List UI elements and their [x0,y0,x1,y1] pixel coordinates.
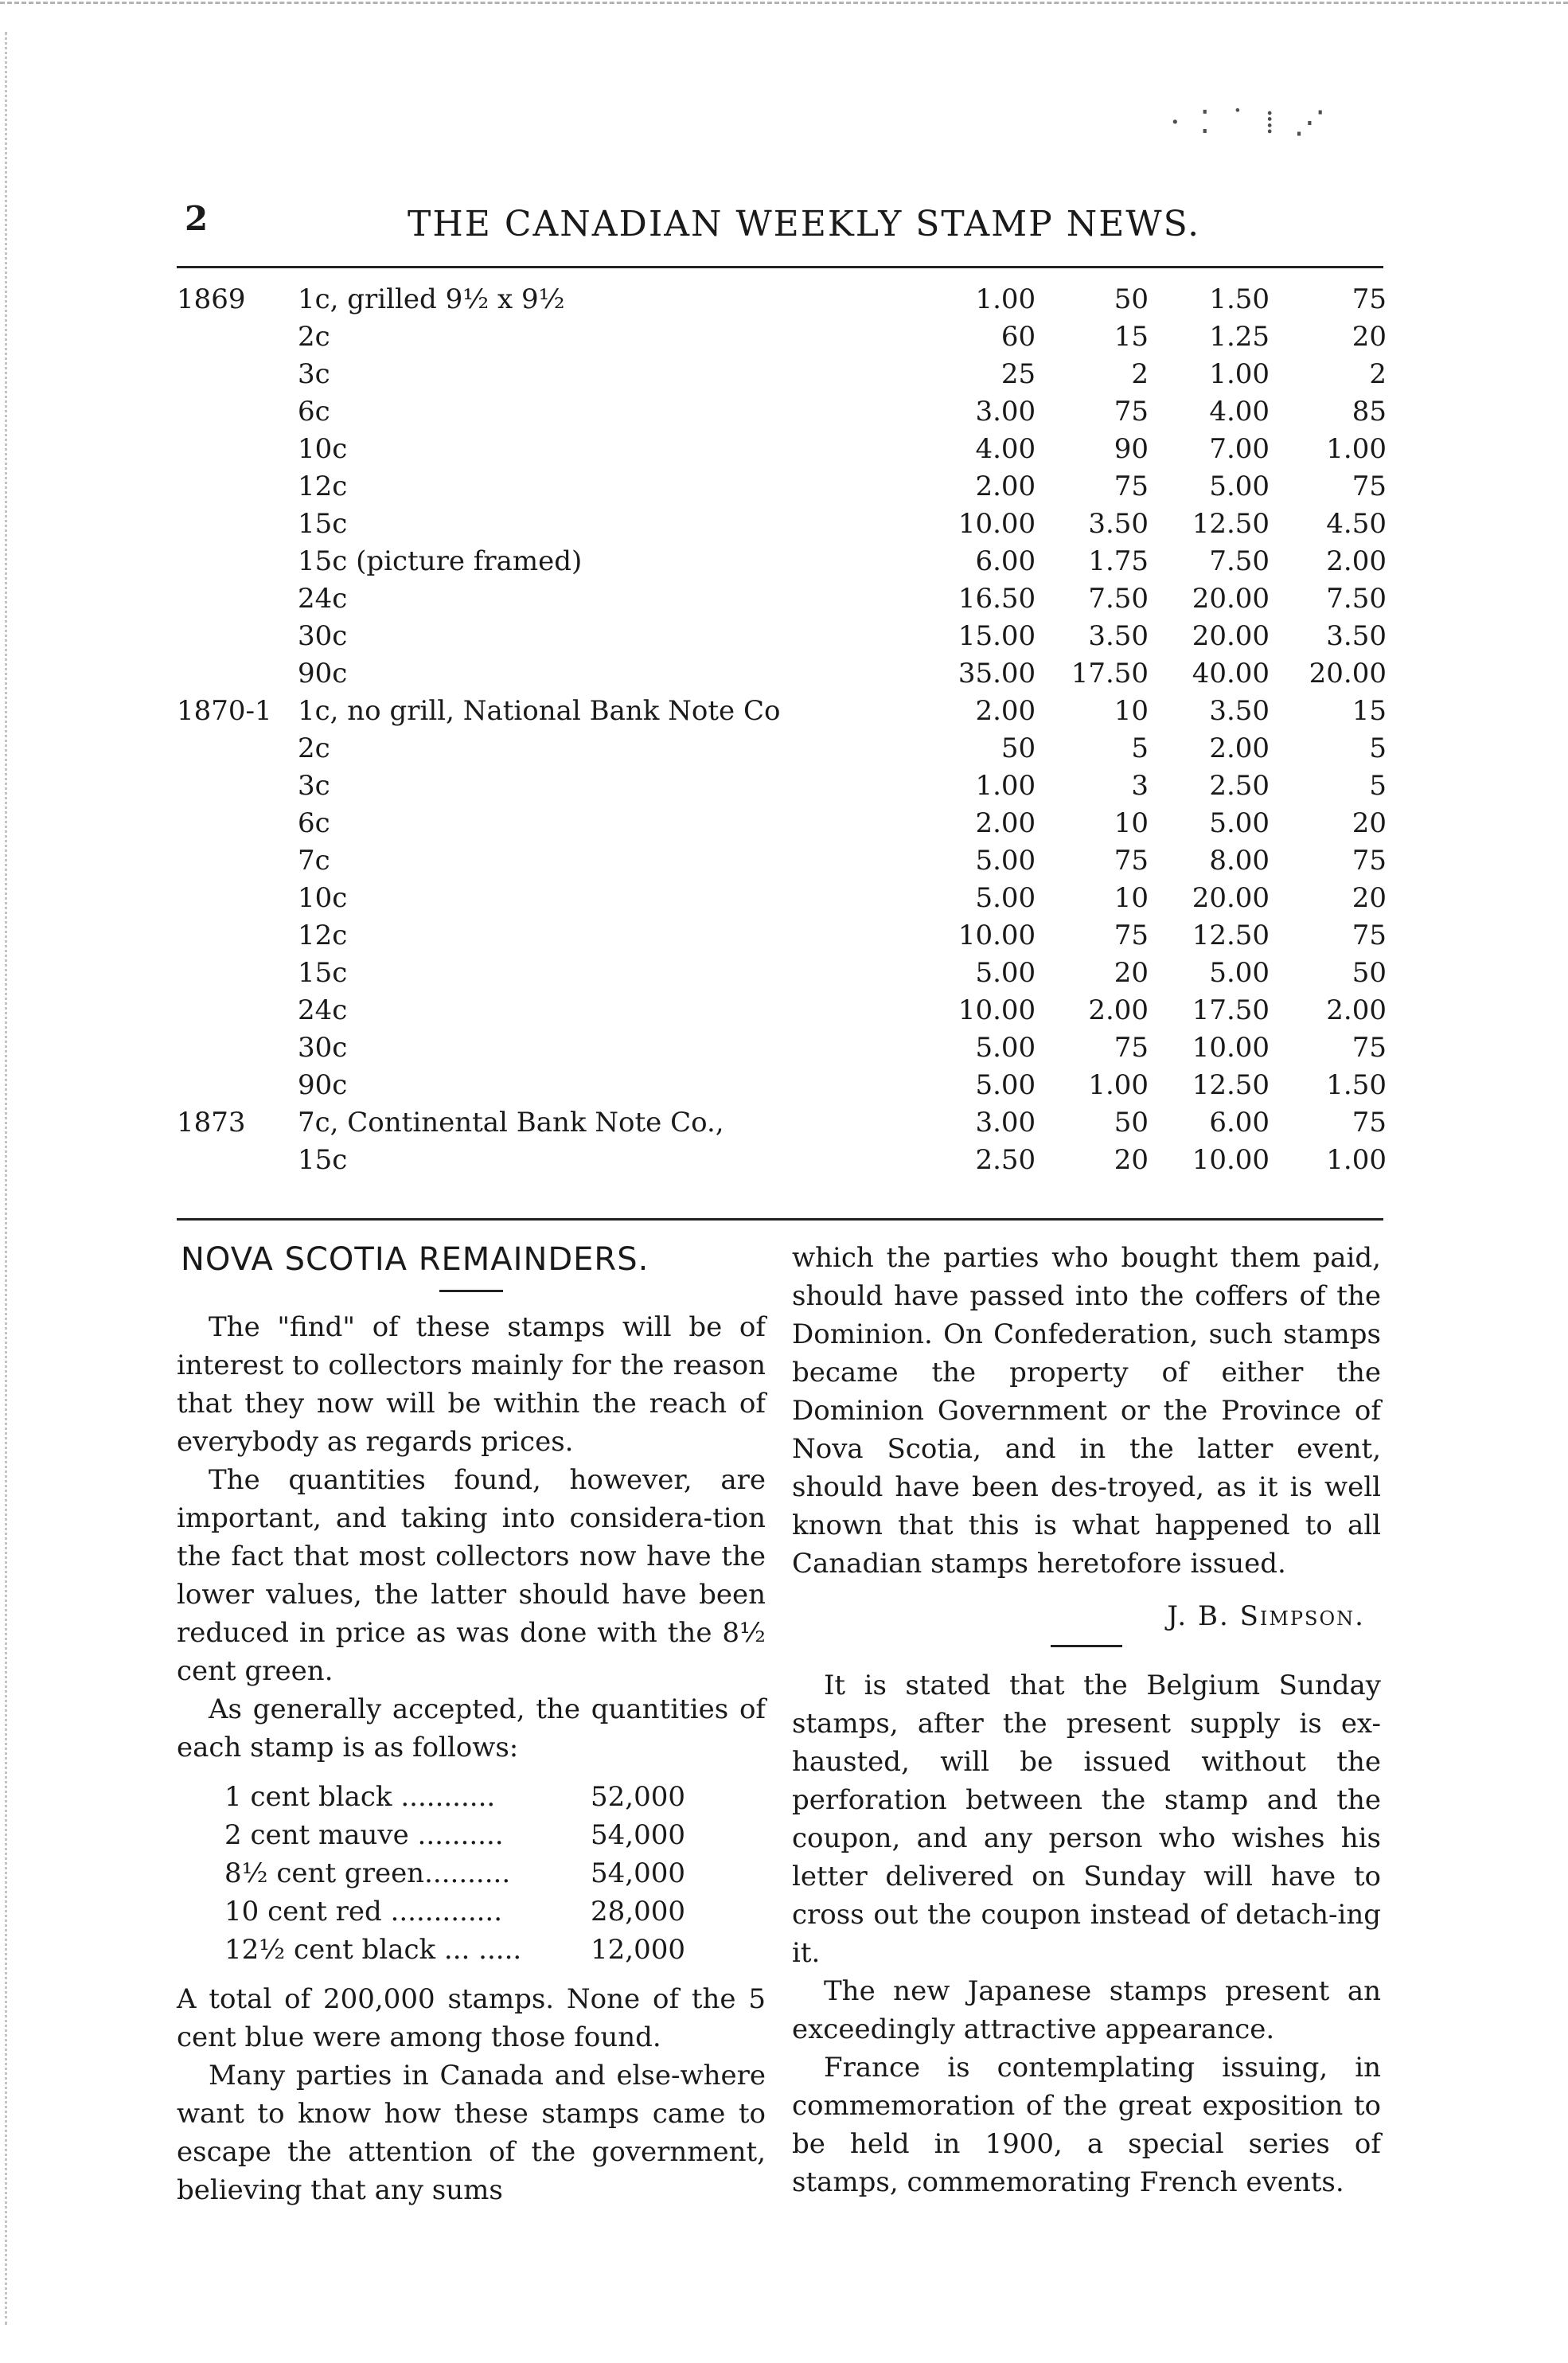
price-cell: 2.50 [975,1143,1036,1176]
price-cell: 17.50 [1192,994,1270,1026]
price-cell: 20 [1114,956,1149,989]
year-cell [177,1066,298,1103]
price-cell: 90 [1114,432,1149,465]
price-row [177,879,1387,916]
running-head: THE CANADIAN WEEKLY STAMP NEWS. [408,204,1201,244]
scan-edge-noise [5,32,10,2325]
stamp-description: 30c [298,619,348,652]
year-cell [177,467,298,505]
price-cell: 6.00 [1209,1106,1270,1139]
stamp-description: 1c, grilled 9½ x 9½ [298,283,565,315]
paragraph: A total of 200,000 stamps. None of the 5 cent blue were among those found. [177,1983,766,2053]
price-cell: 1.00 [975,283,1036,315]
stamp-label: 2 cent mauve .......... [224,1819,504,1851]
scan-edge-noise [0,2,1568,7]
price-cell: 75 [1114,844,1149,877]
price-cell: 75 [1352,919,1387,951]
price-row [177,954,1387,991]
price-cell: 3.00 [975,1106,1036,1139]
stamp-description: 90c [298,657,348,689]
price-cell: 3.50 [1326,619,1387,652]
price-cell: 75 [1352,1106,1387,1139]
year-cell [177,430,298,467]
price-cell: 10 [1114,881,1149,914]
price-row [177,1103,1387,1141]
price-cell: 7.50 [1326,582,1387,615]
price-cell: 4.50 [1326,507,1387,540]
year-cell [177,393,298,430]
year-cell [177,1141,298,1178]
stamp-quantity: 12,000 [591,1934,685,1966]
stamp-description: 2c [298,320,330,353]
price-cell: 10.00 [958,994,1036,1026]
price-cell: 3 [1131,769,1149,802]
price-cell: 50 [1000,732,1036,764]
article-nova-scotia [177,1231,766,2209]
year-cell: 1870-1 [177,694,272,727]
paragraph: The quantities found, however, are important, and taking into considera-tion the fact that most collectors now have the lower values, the latter should have been reduced in price as was done with the 8½ cent green. [177,1464,766,1687]
stamp-description: 24c [298,994,348,1026]
price-cell: 50 [1114,283,1149,315]
price-cell: 60 [1000,320,1036,353]
stamp-description: 7c, Continental Bank Note Co., [298,1106,724,1139]
paragraph: As generally accepted, the quantities of each stamp is as follows: [177,1693,766,1763]
price-row [177,916,1387,954]
price-cell: 2.00 [1326,994,1387,1026]
price-row [177,318,1387,355]
price-cell: 20.00 [1192,881,1270,914]
price-cell: 5.00 [975,1068,1036,1101]
stamp-description: 6c [298,395,330,428]
year-cell [177,842,298,879]
price-cell: 20.00 [1309,657,1387,689]
paragraph: which the parties who bought them paid, should have passed into the coffers of the Dominion. On Confederation, such stamps became the property of either the Dominion Government or the Province of Nova Scotia, and in the latter event, should have been des-troyed, as it is well known that this is what happened to all Canadian stamps heretofore issued. [792,1242,1381,1580]
price-row [177,654,1387,692]
quantity-row [224,1892,686,1931]
quantity-row [224,1778,686,1816]
price-cell: 2.00 [1209,732,1270,764]
price-cell: 5.00 [975,956,1036,989]
price-cell: 75 [1114,1031,1149,1064]
price-cell: 75 [1114,395,1149,428]
price-cell: 5 [1369,732,1387,764]
price-cell: 15.00 [958,619,1036,652]
price-cell: 75 [1114,470,1149,502]
year-cell [177,1029,298,1066]
price-cell: 1.00 [1088,1068,1149,1101]
year-cell [177,729,298,767]
price-cell: 7.00 [1209,432,1270,465]
price-cell: 10.00 [958,919,1036,951]
price-cell: 1.25 [1209,320,1270,353]
price-cell: 4.00 [975,432,1036,465]
year-cell [177,916,298,954]
price-row [177,729,1387,767]
stamp-description: 6c [298,807,330,839]
ink-smudge: · ⁚ ˙ ⁞ ⋰ [1170,104,1331,141]
price-cell: 12.50 [1192,919,1270,951]
paragraph: The new Japanese stamps present an exceedingly attractive appearance. [792,1975,1381,2045]
price-cell: 10.00 [1192,1031,1270,1064]
paragraph: France is contemplating issuing, in commemoration of the great exposition to be held in 1900, a special series of stamps, commemorating French events. [792,2052,1381,2198]
price-cell: 1.00 [1209,357,1270,390]
stamp-description: 15c [298,956,348,989]
price-cell: 3.50 [1088,507,1149,540]
price-cell: 1.75 [1088,545,1149,577]
author-signature: J. B. Simpson. [1167,1600,1365,1632]
price-row [177,580,1387,617]
price-cell: 15 [1352,694,1387,727]
price-row [177,467,1387,505]
section-rule [177,1218,1383,1221]
stamp-description: 30c [298,1031,348,1064]
price-cell: 7.50 [1209,545,1270,577]
paragraph: The "find" of these stamps will be of interest to collectors mainly for the reason that they now will be within the reach of everybody as regards prices. [177,1311,766,1458]
price-cell: 75 [1352,470,1387,502]
page-number: 2 [185,199,209,238]
year-cell [177,318,298,355]
price-cell: 12.50 [1192,507,1270,540]
price-cell: 20 [1352,320,1387,353]
year-cell: 1869 [177,283,246,315]
price-cell: 17.50 [1071,657,1149,689]
stamp-description: 2c [298,732,330,764]
year-cell [177,991,298,1029]
price-cell: 20.00 [1192,582,1270,615]
price-cell: 75 [1114,919,1149,951]
price-cell: 1.50 [1209,283,1270,315]
price-cell: 20 [1352,881,1387,914]
price-cell: 4.00 [1209,395,1270,428]
paragraph: It is stated that the Belgium Sunday stamps, after the present supply is ex-hausted, will be issued without the perforation between the stamp and the coupon, and any person who wishes his letter delivered on Sunday will have to cross out the coupon instead of detach-ing it. [792,1670,1381,1969]
price-table [177,280,1387,1178]
price-cell: 10 [1114,694,1149,727]
price-row [177,991,1387,1029]
stamp-description: 15c (picture framed) [298,545,583,577]
price-cell: 2 [1131,357,1149,390]
quantity-table [224,1778,686,1969]
price-cell: 85 [1352,395,1387,428]
article-continuation [792,1239,1381,2201]
stamp-description: 15c [298,1143,348,1176]
stamp-description: 24c [298,582,348,615]
price-cell: 2 [1369,357,1387,390]
price-cell: 3.50 [1088,619,1149,652]
price-cell: 5.00 [1209,807,1270,839]
year-cell [177,580,298,617]
year-cell: 1873 [177,1106,246,1139]
stamp-label: 12½ cent black ... ..... [224,1934,522,1966]
stamp-quantity: 54,000 [591,1857,685,1889]
price-cell: 50 [1114,1106,1149,1139]
price-cell: 20 [1352,807,1387,839]
price-cell: 25 [1000,357,1036,390]
item-rule [1051,1645,1122,1647]
quantity-row [224,1931,686,1969]
price-row [177,1029,1387,1066]
price-row [177,804,1387,842]
stamp-description: 15c [298,507,348,540]
price-cell: 5 [1369,769,1387,802]
quantity-row [224,1854,686,1892]
price-cell: 2.00 [975,694,1036,727]
paragraph: Many parties in Canada and else-where want to know how these stamps came to escape the attention of the government, believing that any sums [177,2060,766,2206]
price-cell: 2.00 [1088,994,1149,1026]
stamp-description: 12c [298,919,348,951]
price-cell: 10.00 [1192,1143,1270,1176]
stamp-label: 1 cent black ........... [224,1781,496,1813]
stamp-description: 10c [298,881,348,914]
price-cell: 8.00 [1209,844,1270,877]
stamp-description: 10c [298,432,348,465]
price-row [177,1066,1387,1103]
price-cell: 50 [1352,956,1387,989]
stamp-quantity: 52,000 [591,1781,685,1813]
price-cell: 5.00 [1209,956,1270,989]
price-cell: 1.00 [975,769,1036,802]
price-row [177,767,1387,804]
stamp-label: 10 cent red ............. [224,1896,503,1928]
price-row [177,280,1387,318]
price-cell: 10.00 [958,507,1036,540]
price-row [177,430,1387,467]
stamp-description: 12c [298,470,348,502]
price-cell: 5.00 [975,1031,1036,1064]
price-cell: 7.50 [1088,582,1149,615]
price-cell: 5.00 [975,844,1036,877]
price-cell: 5 [1131,732,1149,764]
price-cell: 1.50 [1326,1068,1387,1101]
price-row [177,505,1387,542]
year-cell [177,767,298,804]
price-cell: 2.00 [1326,545,1387,577]
price-cell: 5.00 [1209,470,1270,502]
year-cell [177,954,298,991]
price-cell: 35.00 [958,657,1036,689]
price-cell: 3.50 [1209,694,1270,727]
price-row [177,393,1387,430]
price-row [177,355,1387,393]
stamp-description: 7c [298,844,330,877]
price-row [177,542,1387,580]
price-cell: 15 [1114,320,1149,353]
price-cell: 12.50 [1192,1068,1270,1101]
price-cell: 1.00 [1326,432,1387,465]
year-cell [177,505,298,542]
price-row [177,842,1387,879]
price-cell: 20.00 [1192,619,1270,652]
price-cell: 6.00 [975,545,1036,577]
price-cell: 20 [1114,1143,1149,1176]
price-row [177,617,1387,654]
stamp-label: 8½ cent green.......... [224,1857,511,1889]
stamp-quantity: 28,000 [591,1896,685,1928]
year-cell [177,542,298,580]
year-cell [177,654,298,692]
header-rule [177,266,1383,268]
stamp-quantity: 54,000 [591,1819,685,1851]
price-row [177,1141,1387,1178]
stamp-description: 3c [298,769,330,802]
quantity-row [224,1816,686,1854]
price-cell: 75 [1352,844,1387,877]
article-title: NOVA SCOTIA REMAINDERS. [181,1241,649,1278]
price-cell: 10 [1114,807,1149,839]
price-cell: 16.50 [958,582,1036,615]
price-cell: 75 [1352,1031,1387,1064]
title-rule [439,1290,503,1292]
year-cell [177,804,298,842]
price-cell: 40.00 [1192,657,1270,689]
stamp-description: 3c [298,357,330,390]
price-cell: 1.00 [1326,1143,1387,1176]
price-cell: 2.50 [1209,769,1270,802]
price-cell: 75 [1352,283,1387,315]
price-cell: 3.00 [975,395,1036,428]
stamp-description: 90c [298,1068,348,1101]
year-cell [177,879,298,916]
price-row [177,692,1387,729]
price-cell: 2.00 [975,807,1036,839]
price-cell: 5.00 [975,881,1036,914]
stamp-description: 1c, no grill, National Bank Note Co [298,694,781,727]
price-cell: 2.00 [975,470,1036,502]
year-cell [177,355,298,393]
year-cell [177,617,298,654]
